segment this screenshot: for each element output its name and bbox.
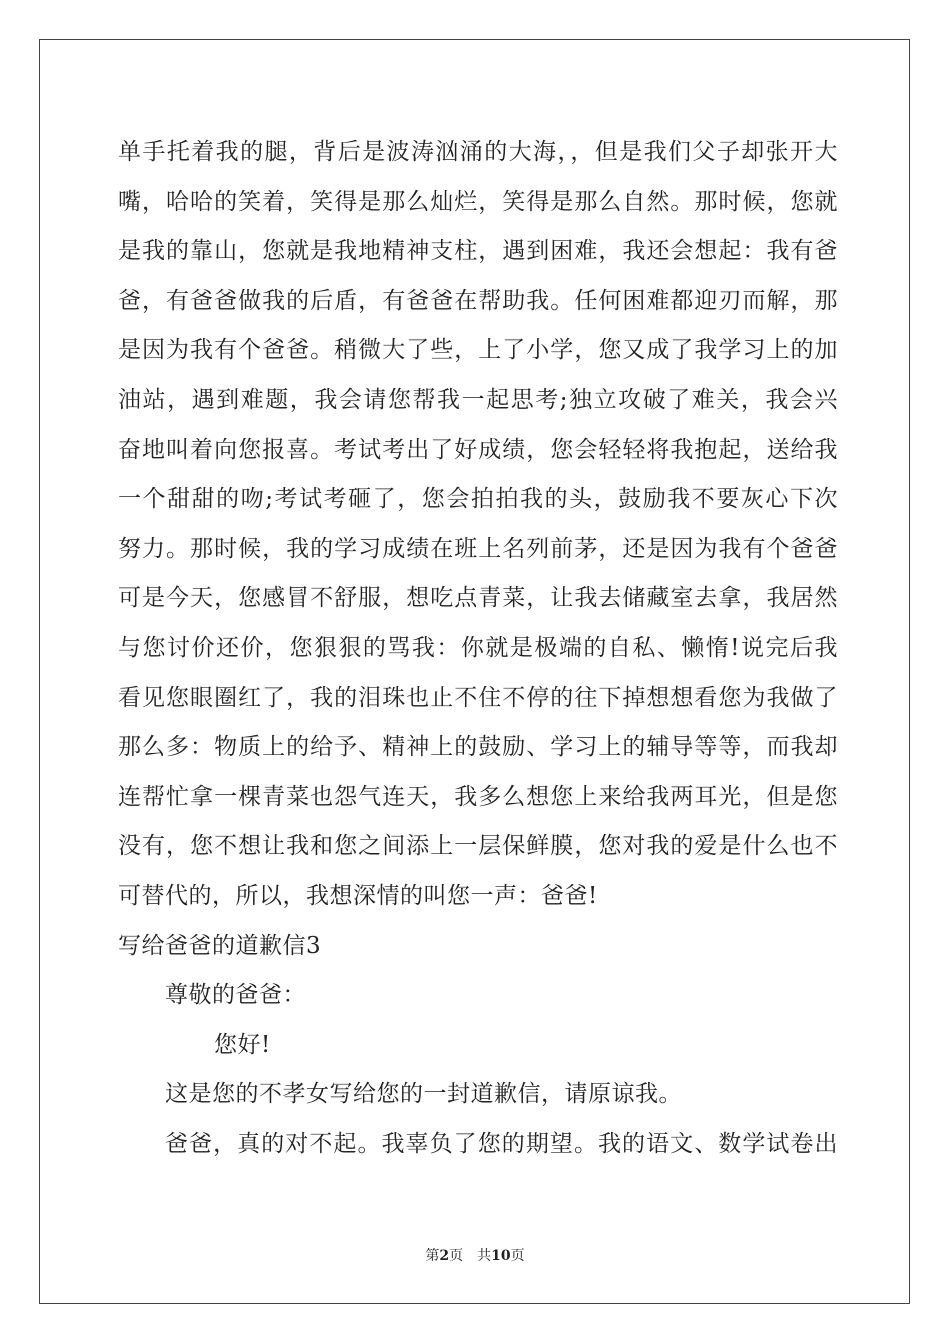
total-label-prefix: 共 <box>477 1248 492 1264</box>
text-line: 爸，有爸爸做我的后盾，有爸爸在帮助我。任何困难都迎刃而解，那 <box>118 287 838 314</box>
text-line: 嘴，哈哈的笑着，笑得是那么灿烂，笑得是那么自然。那时候，您就 <box>118 188 838 215</box>
page-label-prefix: 第 <box>425 1248 440 1264</box>
text-line: 与您讨价还价，您狠狠的骂我：你就是极端的自私、懒惰!说完后我 <box>118 634 838 661</box>
page-label-suffix: 页 <box>449 1248 464 1264</box>
text-line: 可是今天，您感冒不舒服，想吃点青菜，让我去储藏室去拿，我居然 <box>118 585 838 612</box>
text-line: 可替代的，所以，我想深情的叫您一声：爸爸! <box>118 882 598 909</box>
section-heading: 写给爸爸的道歉信3 <box>118 932 322 959</box>
page-footer <box>0 1245 950 1265</box>
text-line: 是我的靠山，您就是我地精神支柱，遇到困难，我还会想起：我有爸 <box>118 238 838 265</box>
text-line: 那么多：物质上的给予、精神上的鼓励、学习上的辅导等等，而我却 <box>118 734 838 761</box>
text-line: 是因为我有个爸爸。稍微大了些，上了小学，您又成了我学习上的加 <box>118 337 838 364</box>
text-line: 单手托着我的腿，背后是波涛汹涌的大海，，但是我们父子却张开大 <box>118 139 838 165</box>
page-current: 2 <box>439 1248 450 1264</box>
text-line: 连帮忙拿一棵青菜也怨气连天，我多么想您上来给我两耳光，但是您 <box>118 783 838 810</box>
text-line: 看见您眼圈红了，我的泪珠也止不住不停的往下掉想想看您为我做了 <box>118 684 838 711</box>
text-line: 没有，您不想让我和您之间添上一层保鲜膜，您对我的爱是什么也不 <box>118 833 838 860</box>
text-line: 努力。那时候，我的学习成绩在班上名列前茅，还是因为我有个爸爸 <box>118 535 838 562</box>
paragraph: 这是您的不孝女写给您的一封道歉信，请原谅我。 <box>165 1081 682 1108</box>
text-line: 油站，遇到难题，我会请您帮我一起思考;独立攻破了难关，我会兴 <box>118 386 838 413</box>
total-label-suffix: 页 <box>510 1248 525 1264</box>
paragraph: 爸爸，真的对不起。我辜负了您的期望。我的语文、数学试卷出 <box>165 1130 838 1157</box>
page-total: 10 <box>491 1248 511 1264</box>
document-body <box>118 128 838 1169</box>
text-line: 奋地叫着向您报喜。考试考出了好成绩，您会轻轻将我抱起，送给我 <box>118 436 838 463</box>
letter-salutation: 尊敬的爸爸： <box>165 982 306 1009</box>
text-line: 一个甜甜的吻;考试考砸了，您会拍拍我的头，鼓励我不要灰心下次 <box>118 486 838 513</box>
letter-greeting: 您好! <box>214 1031 271 1058</box>
